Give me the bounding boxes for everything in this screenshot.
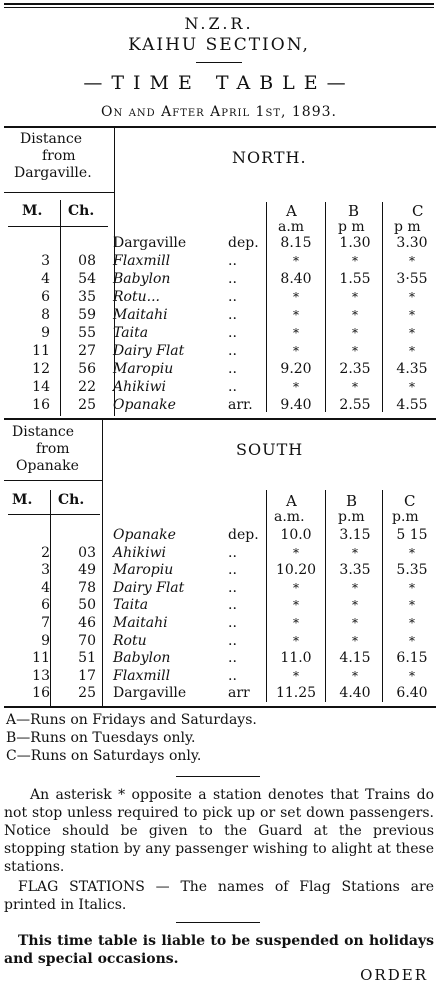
stop-mark: arr. bbox=[228, 397, 253, 413]
south-train-a-meridiem: a.m. bbox=[274, 509, 305, 525]
north-table-row bbox=[0, 288, 438, 306]
stop-mark: .. bbox=[228, 271, 237, 287]
train-b-time: * bbox=[352, 668, 358, 683]
south-train-c-meridiem: p.m bbox=[392, 509, 419, 525]
distance-chains: 22 bbox=[78, 379, 96, 395]
station-name: Ahikiwi bbox=[113, 379, 167, 395]
south-table-row bbox=[0, 579, 438, 597]
station-name: Maropiu bbox=[113, 361, 174, 377]
south-distance-label-1: Distance bbox=[12, 424, 75, 440]
distance-miles: 2 bbox=[41, 544, 50, 561]
stop-mark: .. bbox=[228, 579, 237, 596]
distance-chains: 49 bbox=[78, 562, 96, 579]
station-name: Ahikiwi bbox=[113, 544, 167, 561]
train-c-time: 6.15 bbox=[396, 650, 428, 667]
train-a-time: * bbox=[293, 254, 299, 268]
train-a-time: * bbox=[293, 580, 299, 595]
train-a-time: * bbox=[293, 290, 299, 304]
south-distance-label-3: Opanake bbox=[16, 458, 79, 474]
train-c-time: 3·55 bbox=[396, 271, 428, 287]
top-rule bbox=[4, 3, 434, 5]
train-b-time: * bbox=[352, 254, 358, 268]
train-c-time: 3.30 bbox=[396, 235, 428, 251]
legend-a: A—Runs on Fridays and Saturdays. bbox=[6, 712, 257, 728]
train-b-time: 4.15 bbox=[339, 650, 371, 667]
distance-chains: 51 bbox=[78, 650, 96, 667]
distance-miles: 9 bbox=[41, 632, 50, 649]
stop-mark: dep. bbox=[228, 235, 259, 251]
train-a-time: * bbox=[293, 633, 299, 648]
station-name: Dargaville bbox=[113, 685, 187, 702]
stop-mark: arr bbox=[228, 685, 250, 702]
train-a-time: * bbox=[293, 545, 299, 560]
train-a-time: * bbox=[293, 616, 299, 630]
south-bottom-rule bbox=[4, 706, 436, 708]
south-table-row bbox=[0, 684, 438, 702]
train-c-time: 5.35 bbox=[396, 562, 428, 579]
north-table-row bbox=[0, 324, 438, 342]
train-a-time: 10.0 bbox=[280, 527, 312, 543]
south-table-row bbox=[0, 632, 438, 650]
north-distance-label-3: Dargaville. bbox=[14, 165, 92, 181]
north-table-row bbox=[0, 360, 438, 378]
stop-mark: .. bbox=[228, 544, 237, 561]
train-a-time: 8.40 bbox=[280, 271, 312, 287]
station-name: Maropiu bbox=[113, 562, 174, 579]
distance-chains: 03 bbox=[78, 544, 96, 561]
distance-chains: 55 bbox=[78, 325, 96, 341]
train-c-time: 4.35 bbox=[396, 361, 428, 377]
notes-divider-2 bbox=[176, 922, 260, 923]
north-direction: NORTH. bbox=[232, 148, 307, 167]
train-b-time: * bbox=[352, 545, 358, 560]
stop-mark: .. bbox=[228, 325, 237, 341]
north-col-m: M. bbox=[22, 203, 43, 219]
asterisk-note: An asterisk * opposite a station denotes that Trains do not stop unless required to pick up or set down passengers. Notice should be given to the Guard at the previous stopping station by any passenger wishing to alight at these stations. bbox=[4, 787, 434, 875]
stop-mark: .. bbox=[228, 343, 237, 359]
train-b-time: * bbox=[352, 308, 358, 322]
stop-mark: .. bbox=[228, 562, 237, 579]
south-head-rule bbox=[4, 480, 102, 481]
north-table-row bbox=[0, 342, 438, 360]
station-name: Babylon bbox=[113, 271, 171, 287]
distance-chains: 56 bbox=[78, 361, 96, 377]
legend-b: B—Runs on Tuesdays only. bbox=[6, 730, 196, 746]
train-a-time: * bbox=[293, 380, 299, 394]
south-train-c: C bbox=[404, 492, 416, 510]
station-name: Taita bbox=[113, 325, 149, 341]
south-table-row bbox=[0, 614, 438, 632]
train-c-time: 4.55 bbox=[396, 397, 428, 413]
north-train-c: C bbox=[412, 202, 424, 220]
train-c-time: * bbox=[409, 633, 415, 648]
train-a-time: * bbox=[293, 326, 299, 340]
distance-miles: 6 bbox=[41, 597, 50, 614]
south-train-a: A bbox=[286, 492, 297, 510]
section-title: KAIHU SECTION, bbox=[128, 35, 310, 55]
south-top-rule bbox=[4, 418, 436, 420]
train-c-time: * bbox=[409, 668, 415, 683]
train-a-time: * bbox=[293, 344, 299, 358]
train-c-time: * bbox=[409, 308, 415, 322]
train-b-time: 1.30 bbox=[339, 235, 371, 251]
north-table-row bbox=[0, 270, 438, 288]
distance-chains: 54 bbox=[78, 271, 96, 287]
stop-mark: .. bbox=[228, 379, 237, 395]
south-table-row bbox=[0, 596, 438, 614]
train-c-time: * bbox=[409, 326, 415, 340]
train-a-time: 9.20 bbox=[280, 361, 312, 377]
train-a-time: 11.25 bbox=[275, 685, 317, 702]
train-c-time: * bbox=[409, 545, 415, 560]
south-train-b-meridiem: p.m bbox=[338, 509, 365, 525]
distance-chains: 25 bbox=[78, 397, 96, 413]
south-direction: SOUTH bbox=[236, 440, 304, 459]
train-b-time: * bbox=[352, 326, 358, 340]
stop-mark: .. bbox=[228, 667, 237, 684]
train-c-time: * bbox=[409, 254, 415, 268]
south-table-row bbox=[0, 544, 438, 562]
train-b-time: * bbox=[352, 344, 358, 358]
notes-divider bbox=[176, 776, 260, 777]
top-rule-thin bbox=[4, 7, 434, 8]
north-table-row bbox=[0, 234, 438, 252]
train-b-time: 3.15 bbox=[339, 527, 371, 543]
train-b-time: 2.55 bbox=[339, 397, 371, 413]
timetable-title: —TIME TABLE— bbox=[83, 72, 355, 94]
train-b-time: * bbox=[352, 598, 358, 613]
north-col-ch: Ch. bbox=[68, 203, 95, 219]
south-mch-rule bbox=[8, 514, 100, 515]
south-table-row bbox=[0, 526, 438, 544]
distance-miles: 8 bbox=[41, 307, 50, 323]
distance-chains: 50 bbox=[78, 597, 96, 614]
distance-miles: 16 bbox=[32, 397, 50, 413]
station-name: Flaxmill bbox=[113, 253, 171, 269]
station-name: Opanake bbox=[113, 527, 176, 543]
stop-mark: .. bbox=[228, 253, 237, 269]
distance-chains: 25 bbox=[78, 685, 96, 702]
distance-chains: 17 bbox=[78, 667, 96, 684]
south-table-row bbox=[0, 667, 438, 685]
train-a-time: * bbox=[293, 668, 299, 683]
north-table-row bbox=[0, 396, 438, 414]
train-c-time: * bbox=[409, 344, 415, 358]
suspension-note: This time table is liable to be suspended on holidays and special occasions. bbox=[4, 933, 434, 967]
train-b-time: * bbox=[352, 580, 358, 595]
distance-chains: 78 bbox=[78, 579, 96, 596]
legend-c: C—Runs on Saturdays only. bbox=[6, 748, 202, 764]
station-name: Dairy Flat bbox=[113, 343, 185, 359]
distance-chains: 70 bbox=[78, 632, 96, 649]
train-b-time: * bbox=[352, 380, 358, 394]
south-table-row bbox=[0, 561, 438, 579]
distance-miles: 11 bbox=[32, 343, 50, 359]
distance-miles: 14 bbox=[32, 379, 50, 395]
train-c-time: * bbox=[409, 290, 415, 304]
train-b-time: 4.40 bbox=[339, 685, 371, 702]
station-name: Maitahi bbox=[113, 615, 168, 631]
distance-chains: 59 bbox=[78, 307, 96, 323]
station-name: Opanake bbox=[113, 397, 176, 413]
stop-mark: .. bbox=[228, 361, 237, 377]
train-c-time: * bbox=[409, 598, 415, 613]
effective-date: On and After April 1st, 1893. bbox=[101, 104, 337, 120]
distance-miles: 6 bbox=[41, 289, 50, 305]
organisation-title: N.Z.R. bbox=[184, 14, 254, 33]
distance-chains: 27 bbox=[78, 343, 96, 359]
distance-miles: 3 bbox=[41, 253, 50, 269]
station-name: Flaxmill bbox=[113, 667, 171, 684]
distance-chains: 35 bbox=[78, 289, 96, 305]
north-mch-rule bbox=[8, 226, 108, 227]
train-c-time: * bbox=[409, 616, 415, 630]
train-a-time: 9.40 bbox=[280, 397, 312, 413]
train-b-time: 2.35 bbox=[339, 361, 371, 377]
distance-miles: 4 bbox=[41, 271, 50, 287]
north-train-b: B bbox=[348, 202, 360, 220]
train-b-time: * bbox=[352, 290, 358, 304]
north-distance-label-2: from bbox=[42, 148, 76, 164]
distance-miles: 7 bbox=[41, 615, 50, 631]
north-train-a: A bbox=[286, 202, 297, 220]
station-name: Dargaville bbox=[113, 235, 187, 251]
train-c-time: 5 15 bbox=[396, 527, 428, 543]
stop-mark: .. bbox=[228, 632, 237, 649]
north-train-a-meridiem: a.m bbox=[278, 219, 305, 235]
station-name: Babylon bbox=[113, 650, 171, 667]
north-table-row bbox=[0, 306, 438, 324]
train-c-time: * bbox=[409, 380, 415, 394]
station-name: Maitahi bbox=[113, 307, 168, 323]
station-name: Rotu... bbox=[113, 289, 160, 305]
train-c-time: 6.40 bbox=[396, 685, 428, 702]
train-b-time: 1.55 bbox=[339, 271, 371, 287]
south-train-b: B bbox=[346, 492, 358, 510]
order-signature: ORDER bbox=[360, 966, 428, 984]
stop-mark: .. bbox=[228, 650, 237, 667]
distance-miles: 11 bbox=[32, 650, 50, 667]
distance-miles: 12 bbox=[32, 361, 50, 377]
short-divider bbox=[196, 62, 242, 63]
distance-chains: 08 bbox=[78, 253, 96, 269]
distance-miles: 13 bbox=[32, 667, 50, 684]
train-b-time: * bbox=[352, 616, 358, 630]
train-a-time: * bbox=[293, 308, 299, 322]
train-a-time: 11.0 bbox=[280, 650, 312, 667]
station-name: Dairy Flat bbox=[113, 579, 185, 596]
station-name: Rotu bbox=[113, 632, 147, 649]
stop-mark: dep. bbox=[228, 527, 259, 543]
station-name: Taita bbox=[113, 597, 149, 614]
train-b-time: 3.35 bbox=[339, 562, 371, 579]
train-a-time: 8.15 bbox=[280, 235, 312, 251]
stop-mark: .. bbox=[228, 597, 237, 614]
stop-mark: .. bbox=[228, 307, 237, 323]
distance-miles: 16 bbox=[32, 685, 50, 702]
north-train-c-meridiem: p m bbox=[394, 219, 421, 235]
north-head-rule bbox=[4, 192, 114, 193]
north-top-rule bbox=[4, 126, 436, 128]
distance-miles: 3 bbox=[41, 562, 50, 579]
train-a-time: 10.20 bbox=[275, 562, 317, 579]
train-a-time: * bbox=[293, 598, 299, 613]
train-b-time: * bbox=[352, 633, 358, 648]
south-col-ch: Ch. bbox=[58, 492, 85, 508]
stop-mark: .. bbox=[228, 615, 237, 631]
distance-miles: 9 bbox=[41, 325, 50, 341]
flag-stations-note: FLAG STATIONS — The names of Flag Stations are printed in Italics. bbox=[4, 879, 434, 913]
north-train-b-meridiem: p m bbox=[338, 219, 365, 235]
train-c-time: * bbox=[409, 580, 415, 595]
north-table-row bbox=[0, 378, 438, 396]
north-table-row bbox=[0, 252, 438, 270]
south-col-m: M. bbox=[12, 492, 33, 508]
distance-miles: 4 bbox=[41, 579, 50, 596]
distance-chains: 46 bbox=[78, 615, 96, 631]
south-table-row bbox=[0, 649, 438, 667]
stop-mark: .. bbox=[228, 289, 237, 305]
north-distance-label-1: Distance bbox=[20, 131, 83, 147]
south-distance-label-2: from bbox=[36, 441, 70, 457]
